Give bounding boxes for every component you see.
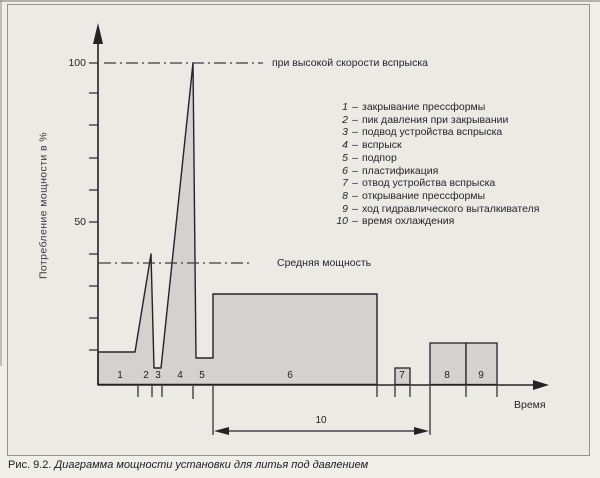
cooling-span-label: 10 [315, 415, 327, 426]
legend-item-9: 9 – ход гидравлического выталкивателя [342, 202, 540, 215]
dimension-arrow-right-icon [414, 427, 429, 435]
phase-label-6: 6 [287, 370, 293, 381]
legend-item-3: 3 – подвод устройства вспрыска [342, 126, 503, 139]
phase-label-8: 8 [444, 370, 450, 381]
cooling-span-dimension [213, 386, 430, 435]
ytick-100: 100 [68, 57, 86, 69]
legend-item-1: 1 – закрывание прессформы [342, 101, 486, 113]
legend-item-5: 5 – подпор [342, 151, 397, 164]
annotation-average-power: Средняя мощность [277, 257, 372, 269]
annotation-peak-speed: при высокой скорости вспрыска [272, 57, 428, 69]
phase-label-1: 1 [117, 370, 123, 381]
phase-label-2: 2 [143, 370, 149, 381]
legend-item-2: 2 – пик давления при закрывании [342, 113, 509, 126]
phase-label-4: 4 [177, 370, 183, 381]
x-axis-arrow-icon [533, 380, 549, 390]
caption-number: Рис. 9.2. [8, 459, 55, 471]
ytick-50: 50 [74, 216, 86, 228]
legend-item-7: 7 – отвод устройства вспрыска [342, 177, 496, 190]
phase-label-7: 7 [399, 370, 405, 381]
dimension-arrow-left-icon [214, 427, 229, 435]
y-axis-title: Потребление мощности в % [37, 131, 50, 280]
y-axis-arrow-icon [93, 23, 103, 44]
legend [328, 101, 539, 228]
x-axis [98, 385, 536, 399]
legend-item-10: 10 – время охлаждения [336, 215, 455, 228]
legend-item-6: 6 – пластификация [342, 164, 439, 177]
legend-item-4: 4 – вспрыск [342, 139, 402, 152]
legend-item-8: 8 – открывание прессформы [342, 189, 486, 202]
figure-caption [8, 459, 368, 471]
phase-label-5: 5 [199, 370, 205, 381]
phase-label-9: 9 [478, 370, 484, 381]
phase-label-3: 3 [155, 370, 161, 381]
x-axis-title: Время [514, 399, 546, 411]
y-axis [89, 40, 98, 386]
caption-text: Диаграмма мощности установки для литья под давлением [54, 459, 369, 471]
